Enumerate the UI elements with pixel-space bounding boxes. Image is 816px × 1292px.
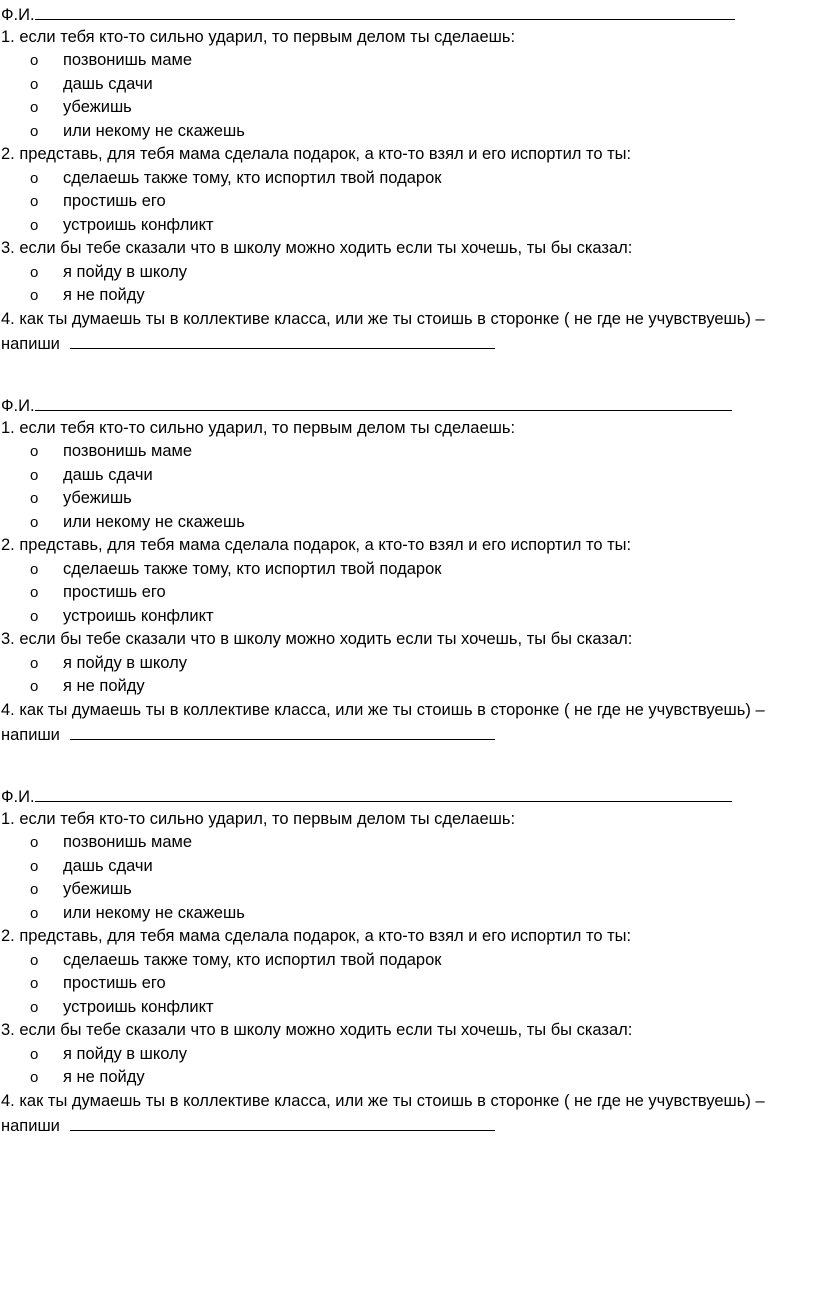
bullet-icon: o	[30, 122, 39, 140]
bullet-icon: o	[30, 216, 39, 234]
q3-option[interactable]	[1, 261, 813, 285]
bullet-icon: o	[30, 975, 39, 992]
q3-option-label: я пойду в школу	[63, 262, 187, 281]
q2-option-label: сделаешь также тому, кто испортил твой подарок	[63, 168, 442, 187]
write-label: напиши	[1, 335, 60, 353]
bullet-icon: o	[30, 169, 39, 187]
q1-option[interactable]	[1, 96, 813, 120]
questionnaire-copy-3	[1, 784, 813, 1137]
bullet-icon: o	[30, 998, 39, 1016]
q1-option[interactable]	[1, 49, 813, 73]
q2-option[interactable]	[1, 949, 813, 973]
answer-blank[interactable]	[70, 722, 495, 740]
answer-blank[interactable]	[70, 331, 495, 349]
bullet-icon: o	[30, 513, 39, 531]
q1-option[interactable]	[1, 464, 813, 488]
q3-option[interactable]	[1, 1043, 813, 1067]
name-blank[interactable]	[35, 784, 732, 802]
q2-option[interactable]	[1, 214, 813, 238]
q3-option-label: я пойду в школу	[63, 653, 187, 672]
write-answer-line	[1, 1113, 813, 1137]
write-answer-line	[1, 331, 813, 355]
answer-blank[interactable]	[70, 1113, 495, 1131]
bullet-icon: o	[30, 560, 39, 578]
question-4: 4. как ты думаешь ты в коллективе класса, или же ты стоишь в сторонке ( не где не учувствуешь) –	[1, 309, 765, 328]
bullet-icon: o	[30, 951, 39, 969]
bullet-icon: o	[30, 881, 39, 898]
q1-option-label: убежишь	[63, 880, 132, 898]
bullet-icon: o	[30, 490, 39, 507]
bullet-icon: o	[30, 1045, 39, 1063]
question-1: 1. если тебя кто-то сильно ударил, то первым делом ты сделаешь:	[1, 418, 516, 437]
q1-option[interactable]	[1, 878, 813, 902]
bullet-icon: o	[30, 584, 39, 601]
q1-option[interactable]	[1, 120, 813, 144]
q2-option[interactable]	[1, 996, 813, 1020]
q1-option-label: дашь сдачи	[63, 856, 153, 875]
bullet-icon: o	[30, 193, 39, 210]
q1-option-label: или некому не скажешь	[63, 903, 245, 922]
bullet-icon: o	[30, 443, 39, 460]
q1-option[interactable]	[1, 73, 813, 97]
q1-option-label: дашь сдачи	[63, 74, 153, 93]
q1-option-label: убежишь	[63, 489, 132, 507]
bullet-icon: o	[30, 263, 39, 281]
q3-option[interactable]	[1, 652, 813, 676]
q1-option[interactable]	[1, 902, 813, 926]
bullet-icon: o	[30, 52, 39, 69]
q2-option-label: устроишь конфликт	[63, 215, 214, 234]
bullet-icon: o	[30, 1069, 39, 1086]
question-3: 3. если бы тебе сказали что в школу можно ходить если ты хочешь, ты бы сказал:	[1, 239, 633, 257]
name-line	[1, 393, 813, 417]
name-blank[interactable]	[35, 393, 732, 411]
q3-option-label: я пойду в школу	[63, 1044, 187, 1063]
q3-option[interactable]	[1, 675, 813, 699]
q2-option-label: сделаешь также тому, кто испортил твой подарок	[63, 950, 442, 969]
questionnaire-copy-1	[1, 2, 813, 355]
q2-option[interactable]	[1, 605, 813, 629]
question-2: 2. представь, для тебя мама сделала подарок, а кто-то взял и его испортил то ты:	[1, 536, 632, 554]
q1-option-label: позвонишь маме	[63, 51, 193, 69]
bullet-icon: o	[30, 904, 39, 922]
name-line	[1, 784, 813, 808]
questionnaire-copy-2	[1, 393, 813, 746]
q2-option[interactable]	[1, 972, 813, 996]
q2-option-label: устроишь конфликт	[63, 997, 214, 1016]
q1-option[interactable]	[1, 831, 813, 855]
q3-option-label: я не пойду	[63, 677, 145, 695]
q1-option[interactable]	[1, 487, 813, 511]
q2-option[interactable]	[1, 581, 813, 605]
q1-option[interactable]	[1, 511, 813, 535]
q1-option[interactable]	[1, 855, 813, 879]
q1-option-label: позвонишь маме	[63, 833, 193, 851]
name-line	[1, 2, 813, 26]
q1-option-label: или некому не скажешь	[63, 512, 245, 531]
q2-option[interactable]	[1, 167, 813, 191]
name-label: Ф.И.	[1, 397, 35, 415]
bullet-icon: o	[30, 99, 39, 116]
q3-option[interactable]	[1, 1066, 813, 1090]
bullet-icon: o	[30, 75, 39, 93]
question-2: 2. представь, для тебя мама сделала подарок, а кто-то взял и его испортил то ты:	[1, 145, 632, 163]
q2-option-label: простишь его	[63, 192, 166, 210]
bullet-icon: o	[30, 654, 39, 672]
q2-option-label: простишь его	[63, 974, 166, 992]
write-answer-line	[1, 722, 813, 746]
question-2: 2. представь, для тебя мама сделала подарок, а кто-то взял и его испортил то ты:	[1, 927, 632, 945]
q1-option-label: дашь сдачи	[63, 465, 153, 484]
bullet-icon: o	[30, 834, 39, 851]
question-1: 1. если тебя кто-то сильно ударил, то первым делом ты сделаешь:	[1, 809, 516, 828]
q3-option[interactable]	[1, 284, 813, 308]
q1-option[interactable]	[1, 440, 813, 464]
q2-option-label: сделаешь также тому, кто испортил твой подарок	[63, 559, 442, 578]
bullet-icon: o	[30, 857, 39, 875]
q3-option-label: я не пойду	[63, 286, 145, 304]
question-1: 1. если тебя кто-то сильно ударил, то первым делом ты сделаешь:	[1, 27, 516, 46]
q1-option-label: или некому не скажешь	[63, 121, 245, 140]
bullet-icon: o	[30, 607, 39, 625]
write-label: напиши	[1, 1117, 60, 1135]
bullet-icon: o	[30, 678, 39, 695]
question-3: 3. если бы тебе сказали что в школу можно ходить если ты хочешь, ты бы сказал:	[1, 1021, 633, 1039]
q2-option-label: простишь его	[63, 583, 166, 601]
question-4: 4. как ты думаешь ты в коллективе класса, или же ты стоишь в сторонке ( не где не учувствуешь) –	[1, 1091, 765, 1110]
name-blank[interactable]	[35, 2, 735, 20]
bullet-icon: o	[30, 466, 39, 484]
q2-option[interactable]	[1, 190, 813, 214]
q2-option[interactable]	[1, 558, 813, 582]
bullet-icon: o	[30, 287, 39, 304]
q2-option-label: устроишь конфликт	[63, 606, 214, 625]
question-3: 3. если бы тебе сказали что в школу можно ходить если ты хочешь, ты бы сказал:	[1, 630, 633, 648]
write-label: напиши	[1, 726, 60, 744]
q1-option-label: убежишь	[63, 98, 132, 116]
question-4: 4. как ты думаешь ты в коллективе класса, или же ты стоишь в сторонке ( не где не учувствуешь) –	[1, 700, 765, 719]
q1-option-label: позвонишь маме	[63, 442, 193, 460]
q3-option-label: я не пойду	[63, 1068, 145, 1086]
name-label: Ф.И.	[1, 6, 35, 24]
name-label: Ф.И.	[1, 788, 35, 806]
